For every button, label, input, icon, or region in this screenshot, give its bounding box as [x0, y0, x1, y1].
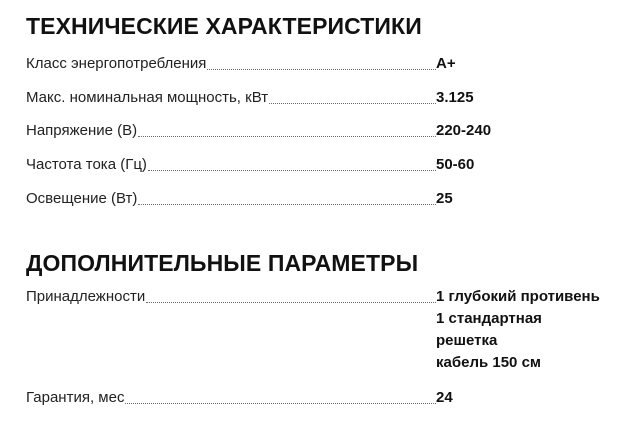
dotted-leader [146, 302, 436, 303]
dotted-leader [138, 136, 436, 137]
dotted-leader [269, 103, 436, 104]
spec-label: Класс энергопотребления [26, 55, 207, 72]
spec-value: 24 [436, 389, 453, 406]
spec-value: A+ [436, 55, 456, 72]
dotted-leader [125, 403, 436, 404]
spec-value: 50-60 [436, 156, 475, 173]
spec-value: 25 [436, 190, 453, 207]
spec-label: Принадлежности [26, 288, 146, 305]
spec-value: 3.125 [436, 89, 474, 106]
spec-label: Напряжение (В) [26, 122, 138, 139]
dotted-leader [148, 170, 436, 171]
dotted-leader [138, 204, 436, 205]
spec-label: Освещение (Вт) [26, 190, 138, 207]
spec-label: Частота тока (Гц) [26, 156, 147, 173]
section-title-additional-params: ДОПОЛНИТЕЛЬНЫЕ ПАРАМЕТРЫ [26, 250, 419, 276]
spec-label: Макс. номинальная мощность, кВт [26, 89, 269, 106]
spec-value: 1 глубокий противень 1 стандартная решетка кабель 150 см [436, 288, 600, 371]
dotted-leader [207, 69, 436, 70]
section-title-tech-specs: ТЕХНИЧЕСКИЕ ХАРАКТЕРИСТИКИ [26, 13, 422, 39]
spec-value: 220-240 [436, 122, 492, 139]
spec-label: Гарантия, мес [26, 389, 125, 406]
